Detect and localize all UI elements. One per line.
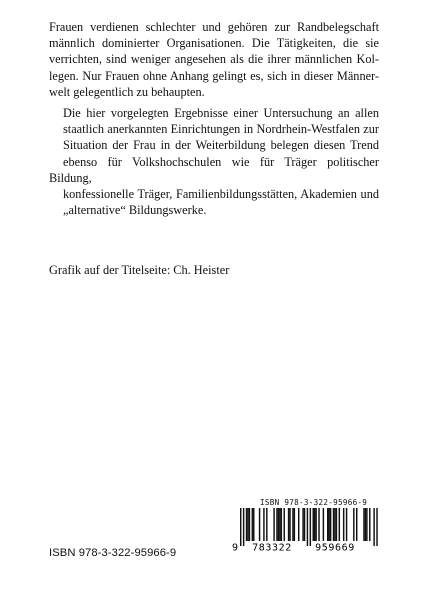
text-line: verrichten, sind weniger angesehen als die ihrer männlichen Kol-	[49, 52, 379, 67]
barcode-bar	[243, 508, 244, 546]
barcode-bar	[273, 508, 274, 541]
barcode-bar	[253, 508, 254, 541]
text-line: welt gelegentlich zu behaupten.	[49, 84, 205, 99]
text-line: „alternative“ Bildungswerke.	[63, 203, 207, 218]
barcode-bar	[363, 508, 364, 541]
text-line: Situation der Frau in der Weiterbildung belegen diesen Trend	[63, 138, 379, 153]
barcode-bars	[240, 508, 378, 546]
barcode-bar	[330, 508, 331, 541]
barcode-bar	[314, 508, 315, 541]
barcode-bar	[240, 508, 241, 546]
barcode-bar	[339, 508, 340, 541]
text-line: legen. Nur Frauen ohne Anhang gelingt es, sich in dieser Männer-	[49, 68, 379, 83]
isbn-text: ISBN 978-3-322-95966-9	[49, 547, 177, 559]
barcode-bar	[294, 508, 295, 541]
barcode-bar	[313, 508, 314, 541]
barcode-bar	[279, 508, 280, 541]
barcode-bar	[366, 508, 367, 541]
barcode-bar	[315, 508, 316, 541]
text-line: Die hier vorgelegten Ergebnisse einer Untersuchung an allen	[63, 106, 379, 121]
barcode-bar	[247, 508, 248, 541]
barcode-bar	[318, 508, 319, 541]
text-line: Frauen verdienen schlechter und gehören zur Randbelegschaft	[49, 20, 379, 34]
barcode-bar	[369, 508, 370, 541]
barcode-bar	[284, 508, 285, 541]
barcode-bar	[292, 508, 293, 541]
barcode-bar	[327, 508, 328, 541]
barcode-bar	[302, 508, 303, 541]
barcode-bar	[328, 508, 329, 541]
barcode-bar	[346, 508, 347, 541]
text-line: ebenso für Volkshochschulen wie für Träger politischer Bildung,	[49, 154, 379, 185]
barcode-bar	[246, 508, 247, 541]
barcode-bar	[249, 508, 250, 541]
barcode-graphic	[230, 508, 382, 554]
barcode-bar	[278, 508, 279, 541]
barcode-bar	[288, 508, 289, 541]
barcode-bar	[333, 508, 334, 541]
barcode-bar	[304, 508, 305, 541]
barcode-digits-right: 959669	[315, 542, 355, 554]
barcode-bar	[356, 508, 357, 541]
barcode-bar	[343, 508, 344, 541]
barcode-bar	[373, 508, 374, 546]
barcode-bar	[263, 508, 264, 541]
paragraph-1	[49, 19, 379, 100]
barcode-bar	[365, 508, 366, 541]
barcode-isbn-label: ISBN 978-3-322-95966-9	[260, 498, 368, 507]
barcode-bar	[310, 508, 311, 546]
barcode-bar	[252, 508, 253, 541]
barcode-bar	[266, 508, 267, 541]
barcode-bar	[281, 508, 282, 541]
text-line: konfessionelle Träger, Familienbildungsstätten, Akademien und	[63, 187, 379, 202]
paragraph-2	[49, 105, 379, 218]
barcode-bar	[323, 508, 324, 541]
isbn-barcode	[230, 498, 382, 554]
barcode-bar	[336, 508, 337, 541]
barcode-digit-lead: 9	[232, 542, 239, 554]
barcode-bar	[334, 508, 335, 541]
barcode-bar	[298, 508, 299, 541]
barcode-bar	[307, 508, 308, 546]
barcode-bar	[376, 508, 377, 546]
barcode-bar	[353, 508, 354, 541]
cover-graphic-credit: Grafik auf der Titelseite: Ch. Heister	[49, 263, 230, 277]
text-line: staatlich anerkannten Einrichtungen in Nordrhein-Westfalen zur	[63, 122, 379, 137]
text-line: männlich dominierter Organisationen. Die Tätigkeiten, die sie	[49, 36, 379, 51]
barcode-bar	[289, 508, 290, 541]
barcode-bar	[259, 508, 260, 541]
barcode-digits-left: 783322	[252, 542, 292, 554]
barcode-bar	[276, 508, 277, 541]
back-cover-text	[49, 19, 379, 234]
